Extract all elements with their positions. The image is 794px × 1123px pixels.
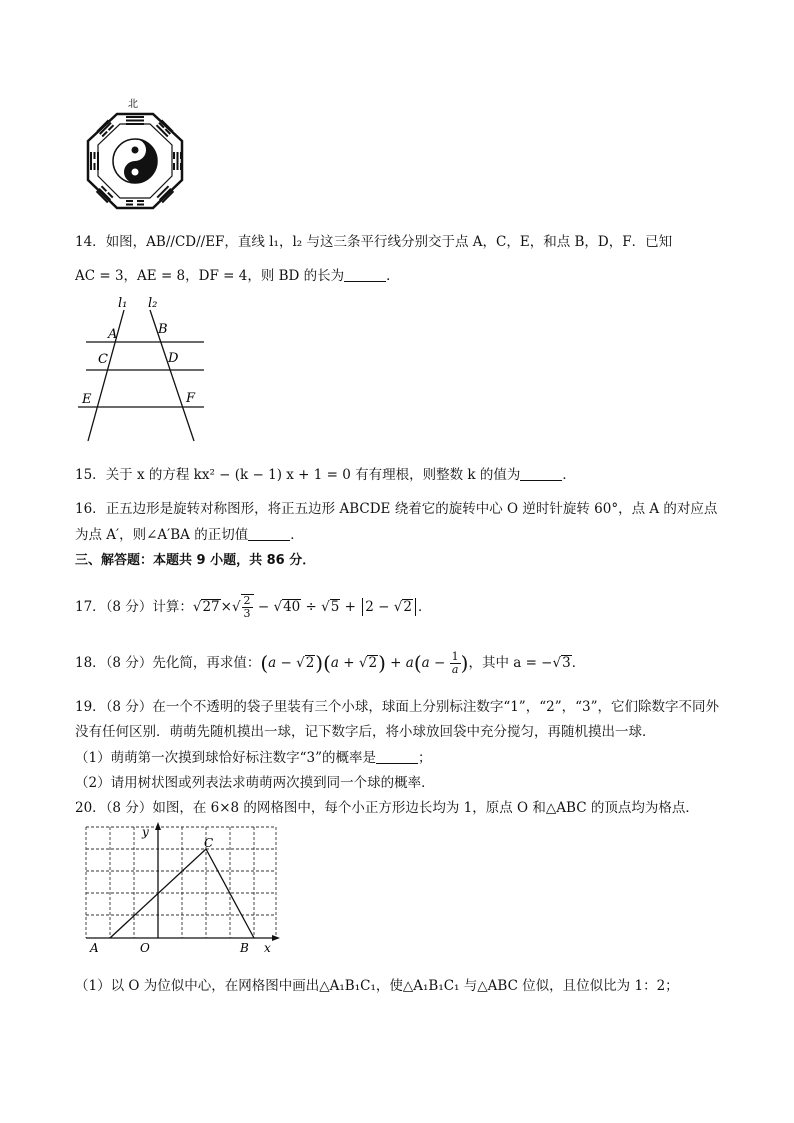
grid-label-O: O [140, 941, 150, 955]
north-label: 北 [128, 99, 138, 110]
grid-label-x: x [264, 941, 271, 955]
grid-label-C: C [204, 836, 214, 850]
q19-answer-blank [376, 749, 418, 764]
q16-line2: 为点 A′，则∠A′BA 的正切值 ． [75, 527, 304, 543]
label-l1: l₁ [118, 296, 128, 311]
label-F: F [186, 391, 196, 406]
label-A: A [108, 327, 118, 342]
q14-line2: AC = 3，AE = 8，DF = 4，则 BD 的长为 ． [75, 268, 400, 284]
bagua-figure [80, 96, 190, 214]
grid-label-A: A [90, 941, 99, 955]
q20-grid-figure [80, 822, 280, 956]
section3-title: 三、解答题：本题共 9 小题，共 86 分． [75, 553, 316, 568]
q15-line: 15．关于 x 的方程 kx² − (k − 1) x + 1 = 0 有有理根，则整数 k 的值为 ． [75, 467, 576, 483]
q20-sub1: （1）以 O 为位似中心，在网格图中画出△A₁B₁C₁，使△A₁B₁C₁ 与△ABC 位似，且位似比为 1：2； [75, 978, 679, 994]
q16-line1: 16．正五边形是旋转对称图形，将正五边形 ABCDE 绕着它的旋转中心 O 逆时针旋转 60°，点 A 的对应点 [75, 501, 718, 517]
q14-answer-blank [344, 267, 386, 282]
label-E: E [82, 392, 92, 407]
q18-line: 18．（8 分）先化简，再求值：(a − √2)(a + √2) + a(a − $\frac{1}{a}$ )，其中 a = −√3． [75, 650, 586, 676]
grid-label-y: y [142, 825, 149, 839]
q16-answer-blank [248, 526, 290, 541]
q17-line: 17．（8 分）计算：√27×√ $\frac{2}{3}$ − √40 ÷ √5 + 2 − √2 ． [75, 594, 432, 620]
q19-sub2: （2）请用树状图或列表法求萌萌两次摸到同一个球的概率． [75, 775, 435, 791]
q15-answer-blank [520, 466, 562, 481]
label-l2: l₂ [148, 296, 158, 311]
label-B: B [158, 322, 168, 337]
q14-figure [74, 296, 214, 444]
q20-line1: 20．（8 分）如图，在 6×8 的网格图中，每个小正方形边长均为 1，原点 O 和△ABC 的顶点均为格点． [75, 800, 699, 816]
label-C: C [98, 352, 108, 367]
q19-line2: 没有任何区别．萌萌先随机摸出一球，记下数字后，将小球放回袋中充分搅匀，再随机摸出一球． [75, 724, 656, 740]
q14-line1: 14．如图，AB//CD//EF，直线 l₁，l₂ 与这三条平行线分别交于点 A，C，E，和点 B，D，F．已知 [75, 234, 673, 250]
label-D: D [168, 351, 179, 366]
grid-label-B: B [240, 941, 249, 955]
q19-sub1: （1）萌萌第一次摸到球恰好标注数字“3”的概率是 ； [75, 750, 432, 766]
q19-line1: 19．（8 分）在一个不透明的袋子里装有三个小球，球面上分别标注数字“1”，“2”，“3”，它们除数字不同外 [75, 699, 719, 715]
